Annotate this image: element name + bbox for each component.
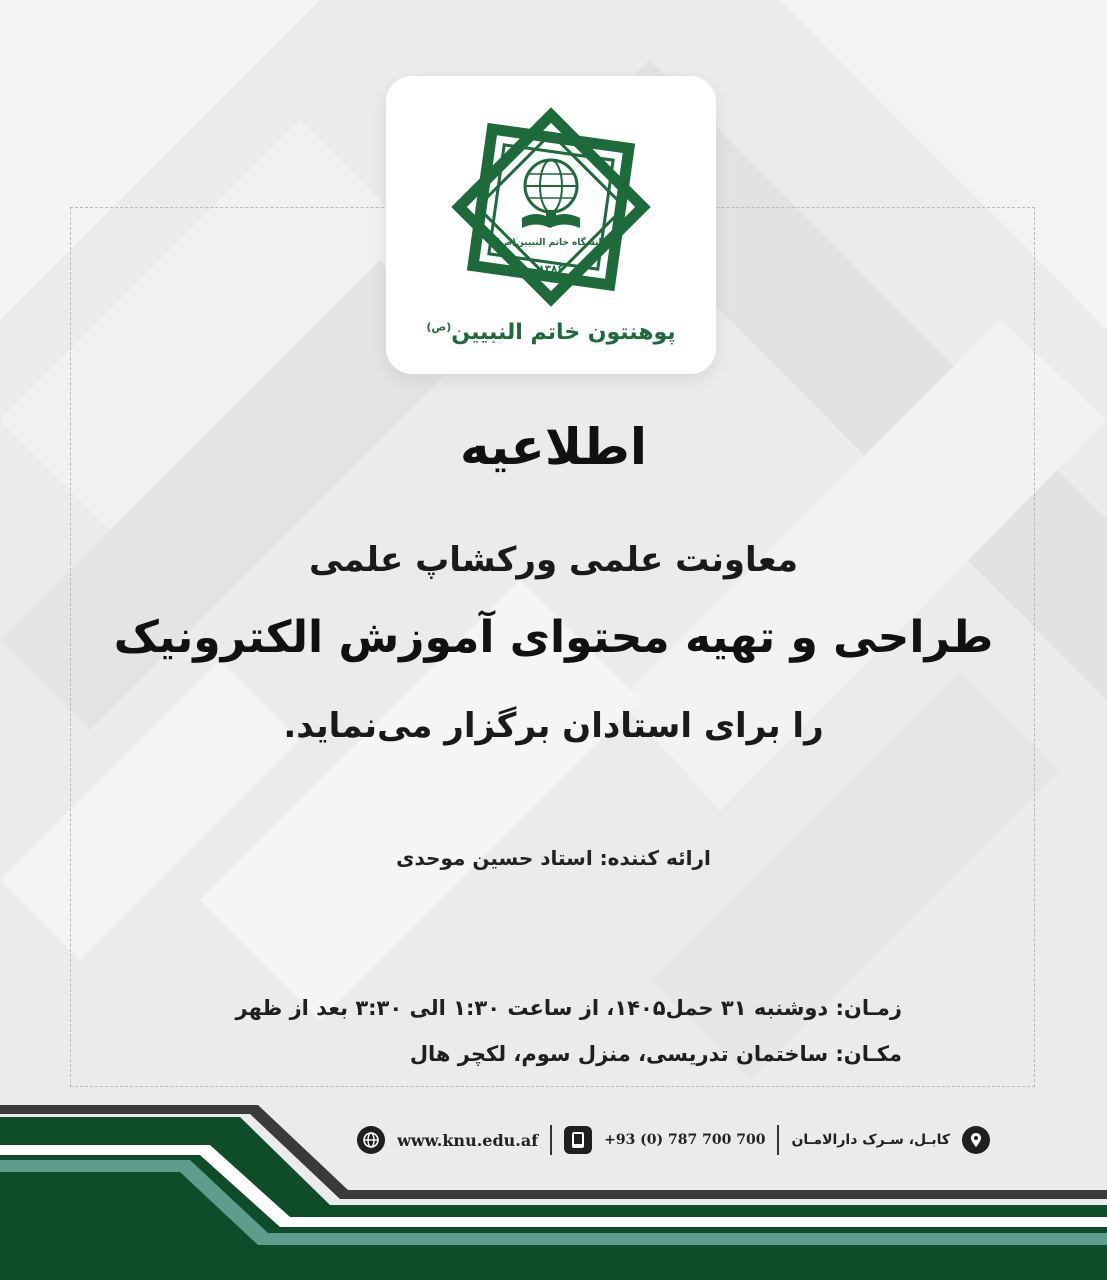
- workshop-title: طراحی و تهیه محتوای آموزش الکترونیک: [113, 612, 994, 663]
- announcement-title: اطلاعیه: [459, 418, 648, 476]
- globe-icon: [357, 1126, 385, 1154]
- university-name-sup: (ص): [426, 320, 452, 334]
- emblem-year: ۱۳۸۶: [538, 264, 564, 275]
- phone-icon: [564, 1126, 592, 1154]
- divider: [777, 1125, 779, 1155]
- event-details: [236, 985, 902, 1077]
- event-time: زمـان: دوشنبه ۳۱ حمل۱۴۰۵، از ساعت ۱:۳۰ الی ۳:۳۰ بعد از ظهر: [235, 996, 902, 1020]
- emblem-caption: دانشگاه خاتم النبیین(ص): [495, 238, 607, 248]
- divider: [550, 1125, 552, 1155]
- contact-bar: [318, 1122, 990, 1158]
- address: کابـل، سـرک دارالامـان: [791, 1132, 950, 1148]
- university-name: [386, 320, 716, 345]
- logo-card: [386, 76, 716, 374]
- announcement-line1: معاونت علمی ورکشاپ علمی: [308, 540, 798, 580]
- website-link[interactable]: www.knu.edu.af: [397, 1130, 539, 1150]
- announcement-line3: را برای استادان برگزار می‌نماید.: [283, 706, 824, 746]
- university-emblem-icon: [444, 100, 658, 314]
- event-place: مکـان: ساختمان تدریسی، منزل سوم، لکچر هال: [409, 1042, 902, 1066]
- university-name-text: پوهنتون خاتم النبیین: [451, 320, 676, 345]
- location-pin-icon: [962, 1126, 990, 1154]
- phone-number[interactable]: +93 (0) 787 700 700: [604, 1132, 766, 1148]
- presenter: ارائه کننده: استاد حسین موحدی: [396, 846, 711, 870]
